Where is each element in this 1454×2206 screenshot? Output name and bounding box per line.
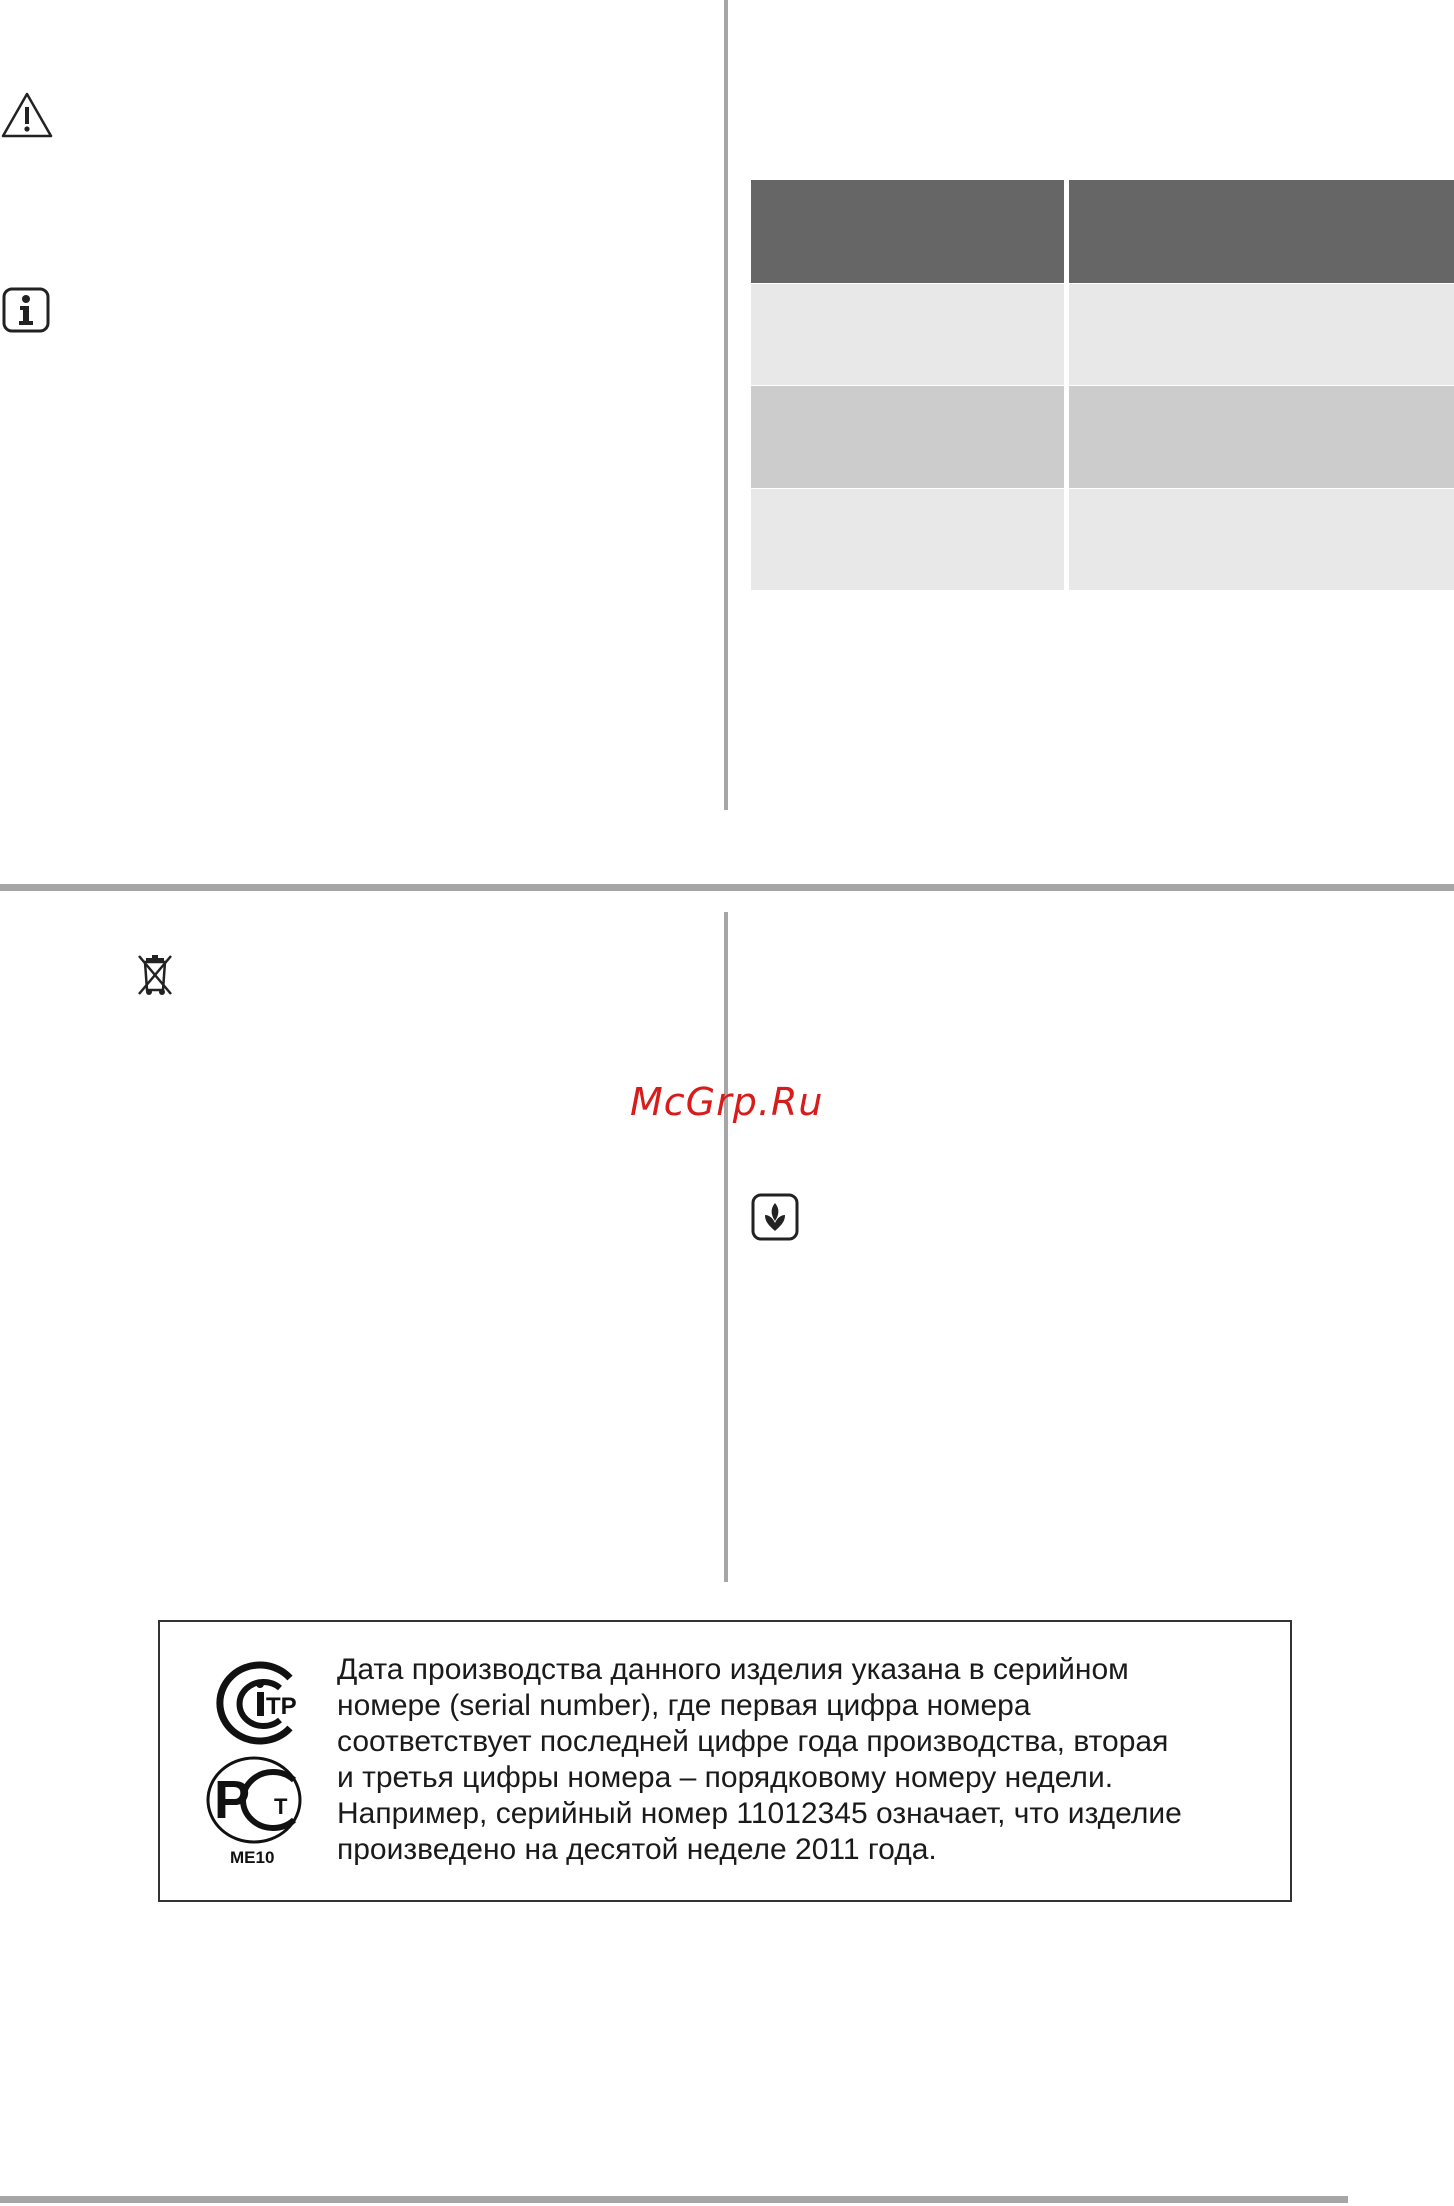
top-column-divider: [724, 0, 728, 810]
eac-ct-mark-icon: [204, 1658, 308, 1748]
table-cell-r3c2: [1069, 489, 1454, 590]
svg-text:Р: Р: [214, 1770, 251, 1830]
mark-code: ME10: [230, 1848, 275, 1867]
bottom-column-divider: [724, 912, 728, 1582]
environment-leaf-icon: [751, 1193, 799, 1241]
info-line: и третья цифры номера – порядковому номеру недели.: [337, 1761, 1114, 1794]
info-line: Например, серийный номер 11012345 означает, что изделие: [337, 1797, 1182, 1830]
production-date-info-box: [158, 1620, 1292, 1902]
table-cell-r1c1: [751, 284, 1064, 385]
info-line: номере (serial number), где первая цифра номера: [337, 1689, 1031, 1722]
table-cell-r3c1: [751, 489, 1064, 590]
svg-text:ТР: ТР: [266, 1693, 297, 1720]
table-header-cell-2: [1069, 180, 1454, 283]
table-cell-r2c1: [751, 386, 1064, 488]
production-date-text: [337, 1652, 1267, 1868]
info-line: Дата производства данного изделия указана в серийном: [337, 1653, 1129, 1686]
table-cell-r1c2: [1069, 284, 1454, 385]
warning-triangle-icon: [0, 90, 54, 140]
watermark-text: McGrp.Ru: [630, 1080, 824, 1124]
table-header-cell-1: [751, 180, 1064, 283]
info-line: соответствует последней цифре года производства, вторая: [337, 1725, 1169, 1758]
info-line: произведено на десятой неделе 2011 года.: [337, 1833, 937, 1866]
table-cell-r2c2: [1069, 386, 1454, 488]
pct-mark-icon: [204, 1754, 308, 1846]
crossed-out-bin-icon: [135, 952, 175, 998]
svg-text:Т: Т: [274, 1794, 288, 1819]
section-divider: [0, 884, 1454, 891]
footer-rule: [0, 2196, 1348, 2203]
info-icon: [2, 287, 50, 333]
